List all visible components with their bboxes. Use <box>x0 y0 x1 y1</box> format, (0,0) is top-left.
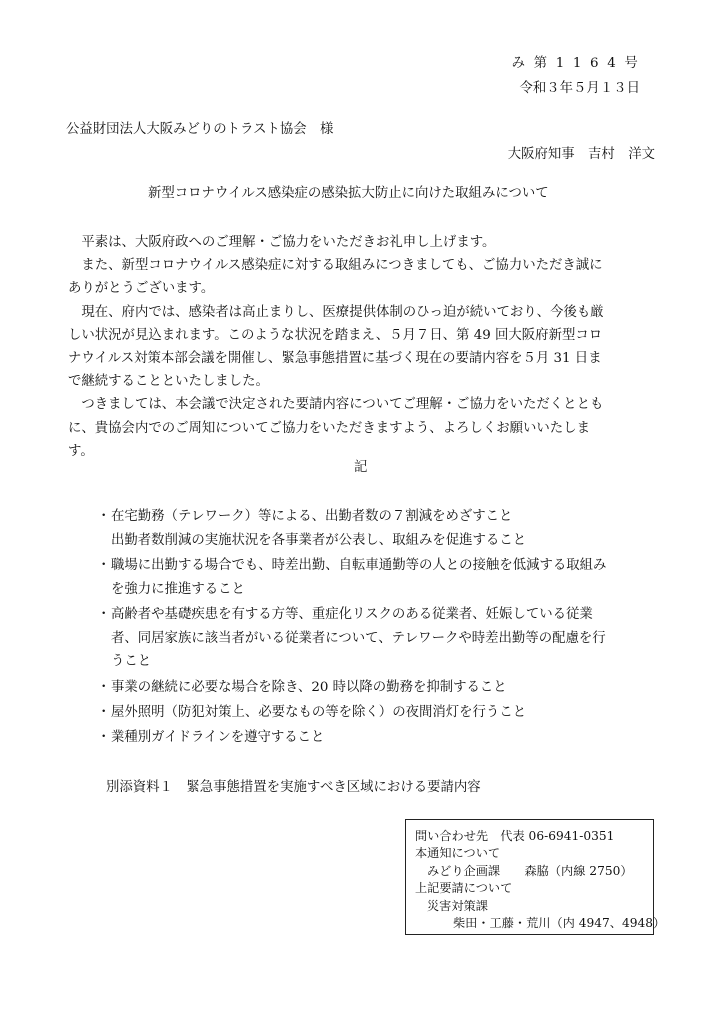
request-item <box>97 701 657 725</box>
body-line: す。 <box>68 443 94 459</box>
body-line: つきましては、本会議で決定された要請内容についてご理解・ご協力をいただくととも <box>68 397 604 413</box>
request-line: 事業の継続に必要な場合を除き、20 時以降の勤務を抑制すること <box>111 679 507 695</box>
request-line: 在宅勤務（テレワーク）等による、出勤者数の７割減をめざすこと <box>111 509 513 524</box>
request-item <box>97 603 657 674</box>
attachment-note: 別添資料１ 緊急事態措置を実施すべき区域における要請内容 <box>106 780 481 795</box>
request-line: 屋外照明（防犯対策上、必要なもの等を除く）の夜間消灯を行うこと <box>111 704 527 720</box>
bullet-marker: ・ <box>97 606 111 622</box>
document-number: み 第 1 1 6 4 号 <box>511 56 640 71</box>
body-line: に、貴協会内でのご周知についてご協力をいただきますよう、よろしくお願いいたしま <box>68 420 590 436</box>
bullet-marker: ・ <box>97 730 111 746</box>
request-item <box>97 726 657 750</box>
contact-dept-2: 災害対策課 <box>427 898 488 913</box>
contact-notice-label: 本通知について <box>415 846 501 861</box>
document-subject: 新型コロナウイルス感染症の感染拡大防止に向けた取組みについて <box>148 186 549 201</box>
body-line: また、新型コロナウイルス感染症に対する取組みにつきましても、ご協力いただき誠に <box>68 258 603 274</box>
contact-staff-2: 柴田・工藤・荒川（内 4947、4948） <box>453 915 666 930</box>
body-line: ナウイルス対策本部会議を開催し、緊急事態措置に基づく現在の要請内容を５月 31 日ま <box>68 350 602 366</box>
body-line: しい状況が見込まれます。このような状況を踏まえ、５月７日、第 49 回大阪府新型コロ <box>68 327 603 343</box>
document-date: 令和３年５月１３日 <box>519 81 640 96</box>
request-line: 業種別ガイドラインを遵守すること <box>111 730 325 746</box>
request-line: 職場に出勤する場合でも、時差出勤、自転車通勤等の人との接触を低減する取組み <box>111 557 607 573</box>
ki-heading: 記 <box>354 460 368 475</box>
contact-box <box>405 819 666 935</box>
body-line: 現在、府内では、感染者は高止まりし、医療提供体制のひっ迫が続いており、今後も厳 <box>68 304 604 320</box>
request-line: 高齢者や基礎疾患を有する方等、重症化リスクのある従業者、妊娠している従業 <box>111 606 593 622</box>
body-text <box>68 231 658 463</box>
body-line: 平素は、大阪府政へのご理解・ご協力をいただきお礼申し上げます。 <box>68 235 496 250</box>
bullet-marker: ・ <box>97 679 111 695</box>
request-line: うこと <box>111 654 152 670</box>
body-line: で継続することといたしました。 <box>68 374 269 390</box>
bullet-marker: ・ <box>97 557 111 573</box>
bullet-marker: ・ <box>97 704 111 720</box>
bullet-marker: ・ <box>97 509 111 524</box>
contact-dept-1: みどり企画課 森脇（内線 2750） <box>427 863 633 878</box>
request-item <box>97 676 657 700</box>
request-list <box>97 505 657 752</box>
contact-title: 問い合わせ先 代表 06-6941-0351 <box>415 829 615 843</box>
request-line: 者、同居家族に該当者がいる従業者について、テレワークや時差出勤等の配慮を行 <box>111 630 606 646</box>
sender: 大阪府知事 吉村 洋文 <box>507 147 655 162</box>
request-item <box>97 554 657 601</box>
request-line: を強力に推進すること <box>111 581 245 597</box>
body-line: ありがとうございます。 <box>68 281 215 297</box>
request-line: 出勤者数削減の実施状況を各事業者が公表し、取組みを促進すること <box>111 532 527 548</box>
request-item <box>97 505 657 552</box>
addressee: 公益財団法人大阪みどりのトラスト協会 様 <box>66 122 334 137</box>
contact-request-label: 上記要請について <box>415 881 513 896</box>
